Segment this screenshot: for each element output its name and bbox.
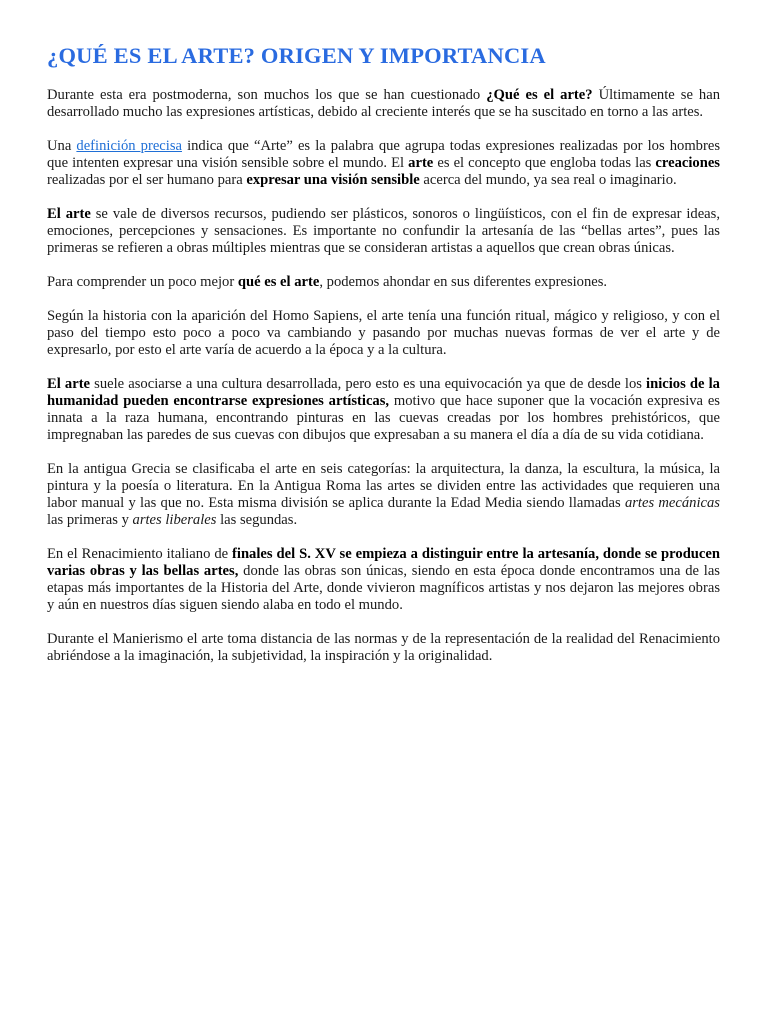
- paragraph-culture: El arte suele asociarse a una cultura desarrollada, pero esto es una equivocación ya que de desde los inicios de la humanidad pueden encontrarse expresiones artísticas, motivo que hace suponer que la vocación expresiva es innata a la raza humana, encontrando pinturas en las cuevas creadas por los hombres prehistóricos, que impregnaban las paredes de sus cuevas con dibujos que expresaban a su manera el día a día de su vida cotidiana.: [47, 376, 720, 443]
- italic-phrase: artes liberales: [132, 512, 217, 528]
- paragraph-intro: Durante esta era postmoderna, son muchos los que se han cuestionado ¿Qué es el arte? Últimamente se han desarrollado mucho las expresiones artísticas, debido al creciente interés que se ha suscitado en torno a las artes.: [47, 87, 720, 120]
- paragraph-mannerism: Durante el Manierismo el arte toma distancia de las normas y de la representación de la realidad del Renacimiento abriéndose a la imaginación, la subjetividad, la inspiración y la originalidad.: [47, 631, 720, 664]
- bold-phrase: creaciones: [655, 155, 720, 171]
- paragraph-history: Según la historia con la aparición del Homo Sapiens, el arte tenía una función ritual, mágico y religioso, y con el paso del tiempo esto poco a poco va cambiando y pasando por muchas nuevas formas de ver el arte y de expresarlo, por esto el arte varía de acuerdo a la época y a la cultura.: [47, 308, 720, 358]
- bold-phrase: inicios de la humanidad pueden encontrarse expresiones artísticas,: [47, 376, 720, 409]
- bold-phrase: El arte: [47, 206, 91, 222]
- paragraph-greece: En la antigua Grecia se clasificaba el arte en seis categorías: la arquitectura, la danza, la escultura, la música, la pintura y la poesía o literatura. En la Antigua Roma las artes se dividen entre las actividades que requieren una labor manual y las que no. Esta misma división se aplica durante la Edad Media siendo llamadas artes mecánicas las primeras y artes liberales las segundas.: [47, 461, 720, 528]
- paragraph-understand: Para comprender un poco mejor qué es el arte, podemos ahondar en sus diferentes expresiones.: [47, 274, 608, 290]
- bold-phrase: expresar una visión sensible: [246, 172, 420, 188]
- document-page: [47, 42, 720, 682]
- italic-phrase: artes mecánicas: [624, 495, 720, 511]
- bold-phrase: arte: [408, 155, 434, 171]
- bold-phrase: El arte: [47, 376, 91, 392]
- paragraph-definition: Una definición precisa indica que “Arte” es la palabra que agrupa todas expresiones realizadas por los hombres que intenten expresar una visión sensible sobre el mundo. El arte es el concepto que engloba todas las creaciones realizadas por el ser humano para expresar una visión sensible acerca del mundo, ya sea real o imaginario.: [47, 138, 720, 188]
- paragraph-renaissance: En el Renacimiento italiano de finales del S. XV se empieza a distinguir entre la artesanía, donde se producen varias obras y las bellas artes, donde las obras son únicas, siendo en esta época donde encontramos una de las etapas más importantes de la Historia del Arte, donde vivieron magníficos artistas y nos dejaron las mejores obras y aún en nuestros días siguen siendo alaba en todo el mundo.: [47, 546, 720, 613]
- paragraph-resources: El arte se vale de diversos recursos, pudiendo ser plásticos, sonoros o lingüísticos, con el fin de expresar ideas, emociones, percepciones y sensaciones. Es importante no confundir la artesanía de las “bellas artes”, pues las primeras se refieren a obras múltiples mientras que se consideran artistas a aquellos que crean obras únicas.: [47, 206, 720, 256]
- bold-phrase: finales del S. XV se empieza a distinguir entre la artesanía, donde se producen varias obras y las bellas artes,: [47, 546, 720, 579]
- bold-phrase: ¿Qué es el arte?: [486, 87, 593, 103]
- page-title: ¿QUÉ ES EL ARTE? ORIGEN Y IMPORTANCIA: [47, 43, 546, 68]
- definicion-precisa-link[interactable]: definición precisa: [76, 138, 182, 154]
- bold-phrase: qué es el arte: [237, 274, 320, 290]
